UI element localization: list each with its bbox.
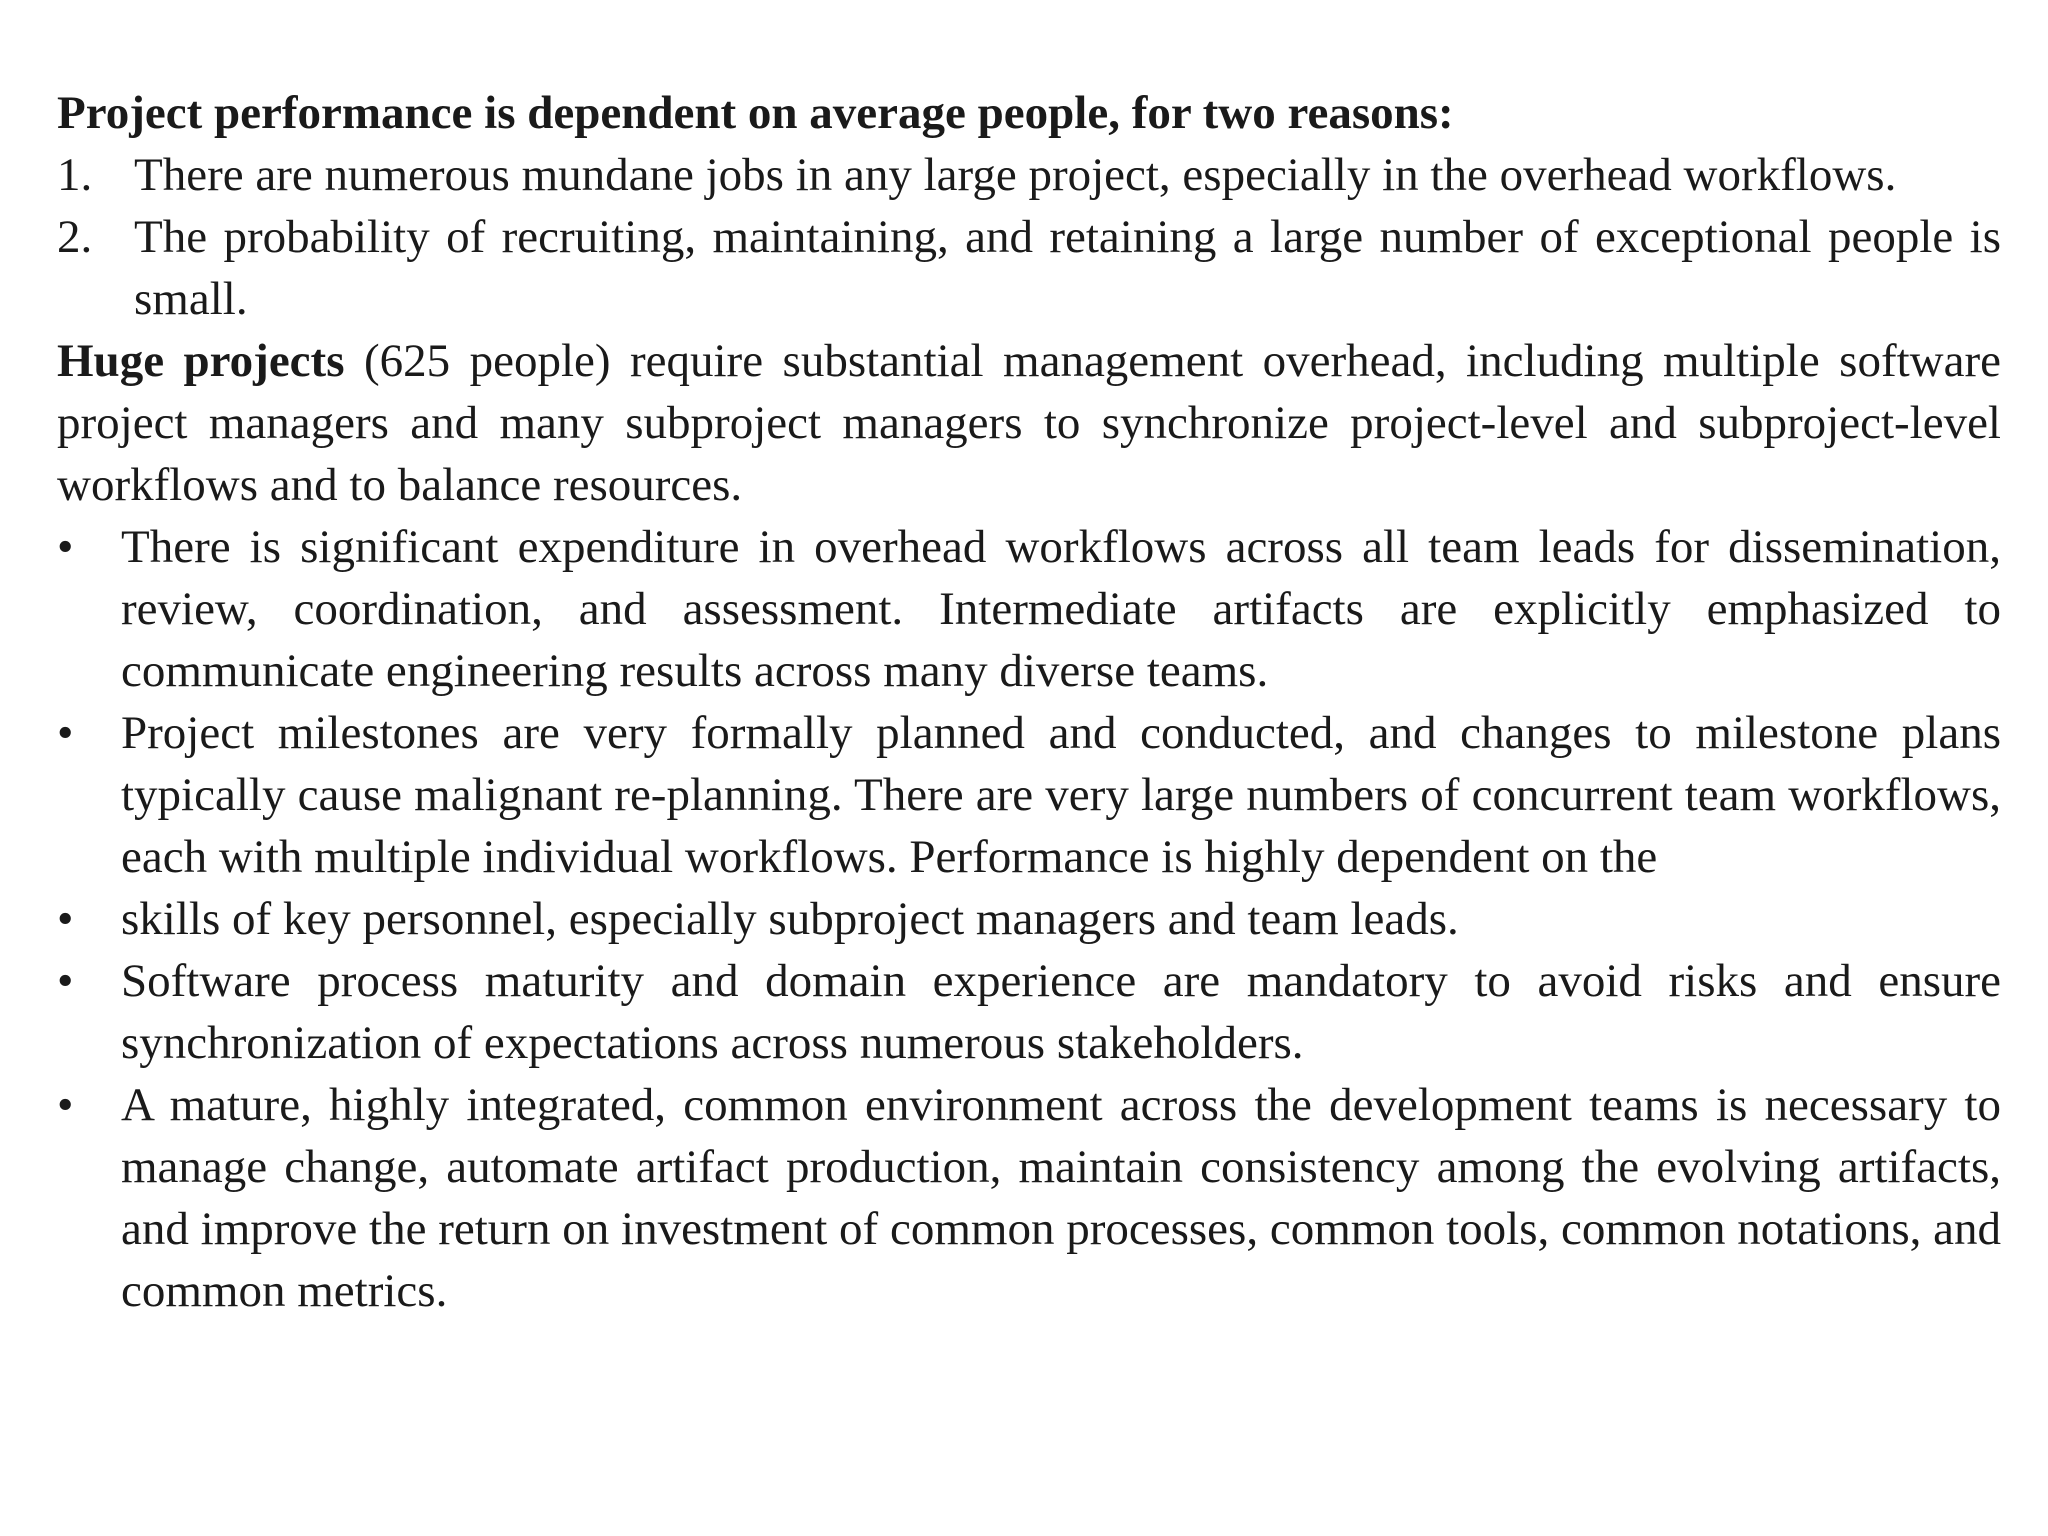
list-number: 1. (57, 149, 93, 201)
reasons-list (57, 144, 2001, 330)
section-heading: Project performance is dependent on average people, for two reasons: (57, 87, 1454, 139)
bullet-item (57, 888, 2001, 950)
huge-projects-paragraph (57, 330, 2001, 516)
bullet-item (57, 516, 2001, 702)
bullet-text: There is significant expenditure in overhead workflows across all team leads for dissemination, review, coordination, and assessment. Intermediate artifacts are explicitly emphasized to communicate engineering results across many diverse teams. (121, 521, 2001, 697)
bullet-text: skills of key personnel, especially subproject managers and team leads. (121, 893, 1459, 945)
reason-item (57, 144, 2001, 206)
reason-text: The probability of recruiting, maintaining, and retaining a large number of exceptional people is small. (134, 211, 2001, 325)
huge-projects-text: (625 people) require substantial management overhead, including multiple software project managers and many subproject managers to synchronize project-level and subproject-level workflows and to balance resources. (57, 335, 2001, 511)
bullet-item (57, 702, 2001, 888)
bullet-item (57, 1074, 2001, 1322)
bullet-item (57, 950, 2001, 1074)
bullet-icon: • (57, 707, 74, 759)
bullet-icon: • (57, 521, 74, 573)
document-page (57, 82, 2001, 1322)
huge-projects-term: Huge projects (57, 335, 345, 387)
list-number: 2. (57, 211, 93, 263)
bullet-list (57, 516, 2001, 1322)
bullet-icon: • (57, 893, 74, 945)
reason-text: There are numerous mundane jobs in any large project, especially in the overhead workflows. (134, 149, 1897, 201)
bullet-icon: • (57, 955, 74, 1007)
reason-item (57, 206, 2001, 330)
bullet-text: A mature, highly integrated, common environment across the development teams is necessary to manage change, automate artifact production, maintain consistency among the evolving artifacts, and improve the return on investment of common processes, common tools, common notations, and common metrics. (121, 1079, 2001, 1317)
bullet-icon: • (57, 1079, 74, 1131)
bullet-text: Software process maturity and domain experience are mandatory to avoid risks and ensure synchronization of expectations across numerous stakeholders. (121, 955, 2001, 1069)
bullet-text: Project milestones are very formally planned and conducted, and changes to milestone plans typically cause malignant re-planning. There are very large numbers of concurrent team workflows, each with multiple individual workflows. Performance is highly dependent on the (121, 707, 2001, 883)
